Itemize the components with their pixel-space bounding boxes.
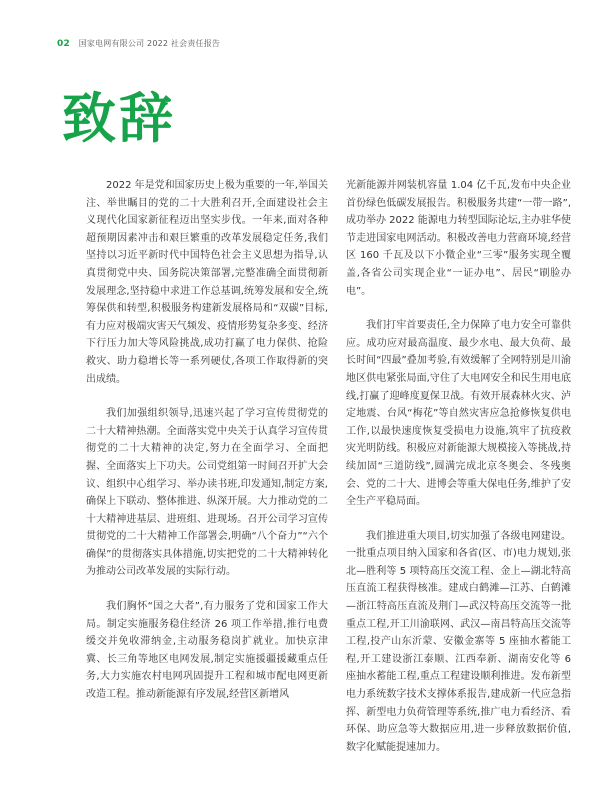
right-column	[346, 177, 571, 773]
page-number: 02	[57, 39, 70, 49]
page-title: 致辞	[62, 87, 176, 150]
left-column	[86, 177, 328, 721]
paragraph: 我们推进重大项目,切实加强了各级电网建设。一批重点项目纳入国家和各省(区、市)电力规划,张北—胜利等 5 项特高压交流工程、金上—湖北特高压直流工程获得核准。建成白鹤滩—江苏、白鹤滩—浙江特高压直流及荆门—武汉特高压交流等一批重点工程,开工川渝联网、武汉—南昌特高压交流等工程,投产山东沂蒙、安徽金寨等 5 座抽水蓄能工程,开工建设浙江泰顺、江西奉新、湖南安化等 6 座抽水蓄能工程,重点工程建设顺利推进。发布新型电力系统数字技术支撑体系报告,建成新一代应急指挥、新型电力负荷管理等系统,推广电力看经济、看环保、助应急等大数据应用,进一步释放数据价值,数字化赋能提速加力。	[346, 530, 571, 753]
paragraph: 我们打牢首要责任,全力保障了电力安全可靠供应。成功应对最高温度、最少水电、最大负荷、最长时间“四最”叠加考验,有效缓解了全网特别是川渝地区供电紧张局面,守住了大电网安全和民生用电底线,打赢了迎峰度夏保卫战。有效开展森林火灾、泸定地震、台风“梅花”等自然灾害应急抢修恢复供电工作,以最快速度恢复受损电力设施,筑牢了抗疫救灾光明防线。积极应对新能源大规模接入等挑战,持续加固“三道防线”,圆满完成北京冬奥会、冬残奥会、党的二十大、进博会等重大保电任务,维护了安全生产平稳局面。	[346, 320, 571, 508]
paragraph: 我们加强组织领导,迅速兴起了学习宣传贯彻党的二十大精神热潮。全面落实党中央关于认真学习宣传贯彻党的二十大精神的决定,努力在全面学习、全面把握、全面落实上下功夫。公司党组第一时间召开扩大会议、组织中心组学习、举办读书班,印发通知,制定方案,确保上下联动、整体推进、纵深开展。大力推动党的二十大精神进基层、进班组、进现场。召开公司学习宣传贯彻党的二十大精神工作部署会,明确“八个奋力”“六个确保”的贯彻落实具体措施,切实把党的二十大精神转化为推动公司改革发展的实际行动。	[86, 408, 328, 578]
paragraph: 2022 年是党和国家历史上极为重要的一年,举国关注、举世瞩目的党的二十大胜利召开,全面建设社会主义现代化国家新征程迈出坚实步伐。一年来,面对各种超预期因素冲击和艰巨繁重的改革发展稳定任务,我们坚持以习近平新时代中国特色社会主义思想为指导,认真贯彻党中央、国务院决策部署,完整准确全面贯彻新发展理念,坚持稳中求进工作总基调,统筹发展和安全,统筹保供和转型,积极服务构建新发展格局和“双碳”目标,有力应对极端灾害天气频发、疫情形势复杂多变、经济下行压力加大等风险挑战,成功打赢了电力保供、抢险救灾、助力稳增长等一系列硬仗,各项工作取得新的突出成绩。	[86, 180, 328, 385]
running-header	[57, 38, 220, 49]
report-title: 国家电网有限公司 2022 社会责任报告	[78, 39, 221, 48]
paragraph: 光新能源并网装机容量 1.04 亿千瓦,发布中央企业首份绿色低碳发展报告。积极服务共建“一带一路”,成功举办 2022 能源电力转型国际论坛,主办驻华使节走进国家电网活动。积极改善电力营商环境,经营区 160 千瓦及以下小微企业“三零”服务实现全覆盖,各省公司实现企业“一证办电”、居民“刷脸办电”。	[346, 180, 571, 297]
paragraph: 我们胸怀“国之大者”,有力服务了党和国家工作大局。制定实施服务稳住经济 26 项工作举措,推行电费缓交并免收滞纳金,主动服务稳岗扩就业。加快京津冀、长三角等地区电网发展,制定实施援疆援藏重点任务,大力实施农村电网巩固提升工程和城市配电网更新改造工程。推动新能源有序发展,经营区新增风	[86, 601, 328, 701]
